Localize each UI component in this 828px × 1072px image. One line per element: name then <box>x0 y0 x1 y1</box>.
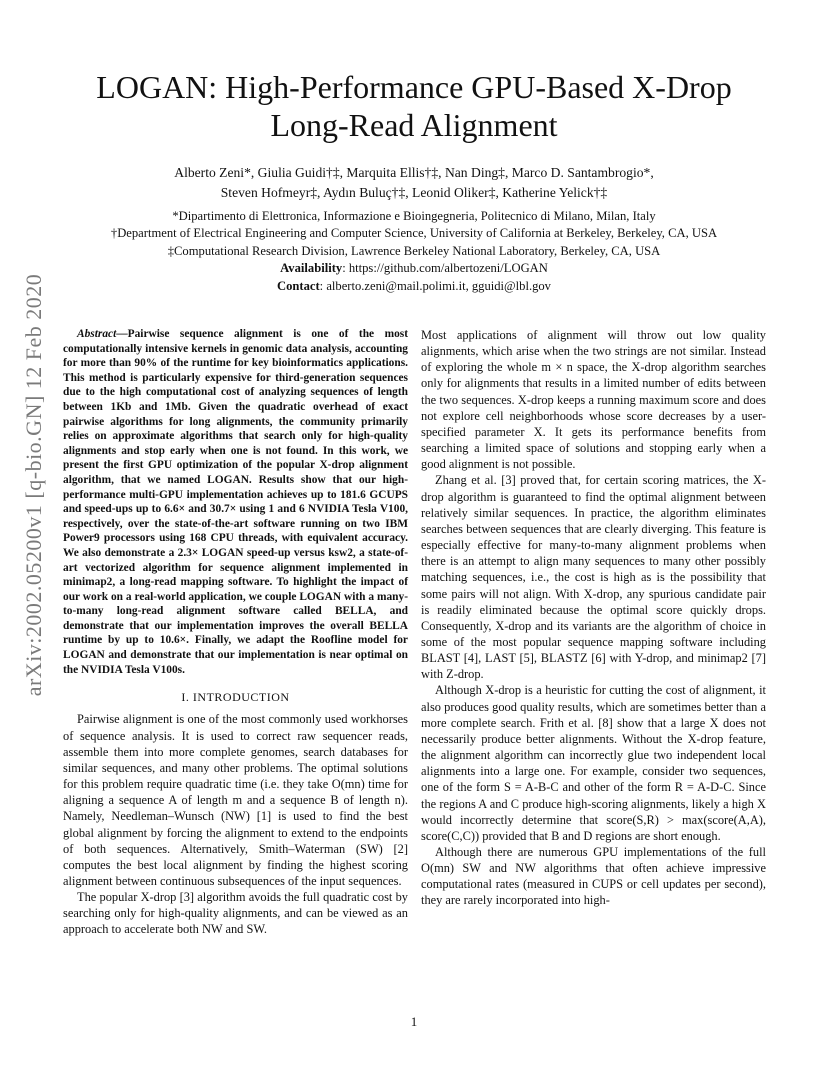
affiliations <box>60 208 768 295</box>
section-heading-introduction: I. INTRODUCTION <box>181 690 290 705</box>
left-column <box>63 327 408 938</box>
affiliation-berkeley-eecs: †Department of Electrical Engineering and Computer Science, University of California at Berkeley, Berkeley, CA, USA <box>110 226 718 241</box>
right-column <box>421 327 766 909</box>
right-paragraph-2: Zhang et al. [3] proved that, for certain scoring matrices, the X-drop algorithm is guaranteed to find the optimal alignment between relatively similar sequences. In practice, the algorithm eliminates searches between sequences that are clearly diverging. This feature is especially effective for many-to-many alignment problems when there is an attempt to align many sequences to many other possibly matching sequences, i.e., the cost is high as is the possibility that some pairs will not align. With X-drop, any spurious candidate pair is readily eliminated because the optimal score quickly drops. Consequently, X-drop and its variants are the algorithm of choice in some of the most popular sequence mapping software including BLAST [4], LAST [5], BLASTZ [6] with Y-drop, and minimap2 [7] with Z-drop. <box>421 473 766 682</box>
contact-emails[interactable]: : alberto.zeni@mail.polimi.it, gguidi@lbl.gov <box>319 278 551 293</box>
right-paragraph-1: Most applications of alignment will throw out low quality alignments, which arise when the two strings are not similar. Instead of exploring the whole m × n space, the X-drop algorithm searches only for alignments that results in a limited number of edits between the two sequences. X-drop keeps a running maximum score and does not explore cell neighborhoods whose score decreases by a user-specified parameter X. It gets its performance benefits from searching a limited space of solutions and stopping early when a good alignment is not possible. <box>421 328 766 472</box>
availability-label: Availability <box>280 261 343 276</box>
author-list <box>70 163 758 203</box>
title-line-1: LOGAN: High-Performance GPU-Based X-Drop <box>96 69 732 105</box>
page-number: 1 <box>410 1014 418 1029</box>
arxiv-identifier: arXiv:2002.05200v1 [q-bio.GN] 12 Feb 2020 <box>21 273 46 697</box>
contact-line <box>60 278 768 295</box>
availability-url[interactable]: : https://github.com/albertozeni/LOGAN <box>342 261 548 276</box>
authors-line-2: Steven Hofmeyr‡, Aydın Buluç†‡, Leonid Oliker‡, Katherine Yelick†‡ <box>220 185 608 200</box>
right-paragraph-4: Although there are numerous GPU implementations of the full O(mn) SW and NW algorithms that often achieve impressive computational rates (measured in CUPS or cell updates per second), they are rarely incorporated into high- <box>421 845 766 908</box>
abstract-text: —Pairwise sequence alignment is one of the most computationally intensive kernels in genomic data analysis, accounting for more than 90% of the runtime for key bioinformatics applications. This method is particularly expensive for third-generation sequences due to the high computational cost of analyzing sequences of length between 1Kb and 1Mb. Given the quadratic overhead of exact pairwise algorithms for long alignments, the community primarily relies on approximate algorithms that search only for high-quality alignments and stop early when one is not found. In this work, we present the first GPU optimization of the popular X-drop alignment algorithm, that we named LOGAN. Results show that our high-performance multi-GPU implementation achieves up to 181.6 GCUPS and speed-ups up to 6.6× and 30.7× using 1 and 6 NVIDIA Tesla V100, respectively, over the state-of-the-art software running on two IBM Power9 processors using 168 CPU threads, with equivalent accuracy. We also demonstrate a 2.3× LOGAN speed-up versus ksw2, a state-of-art vectorized algorithm for sequence alignment implemented in minimap2, a long-read mapping software. To highlight the impact of our work on a real-world application, we couple LOGAN with a many-to-many long-read alignment software called BELLA, and demonstrate that our implementation improves the overall BELLA runtime by up to 10.6×. Finally, we adapt the Roofline model for LOGAN and demonstrate that our implementation is near optimal on the NVIDIA Tesla V100s. <box>63 328 408 676</box>
contact-label: Contact <box>277 278 320 293</box>
affiliation-polimi: *Dipartimento di Elettronica, Informazione e Bioingegneria, Politecnico di Milano, Milan, Italy <box>172 209 656 223</box>
authors-line-1: Alberto Zeni*, Giulia Guidi†‡, Marquita Ellis†‡, Nan Ding‡, Marco D. Santambrogio*, <box>174 165 654 180</box>
arxiv-sidebar <box>14 260 54 710</box>
intro-paragraph-2: The popular X-drop [3] algorithm avoids the full quadratic cost by searching only for high-quality alignments, and can be viewed as an approach to accelerate both NW and SW. <box>63 890 408 937</box>
affiliation-lbnl: ‡Computational Research Division, Lawrence Berkeley National Laboratory, Berkeley, CA, USA <box>167 243 661 258</box>
intro-paragraph-1: Pairwise alignment is one of the most commonly used workhorses of sequence analysis. It is used to correct raw sequencer reads, assemble them into more complete genomes, search databases for similar sequences, and many other problems. The optimal solutions for this problem require quadratic time (i.e. they take O(mn) time for aligning a sequence A of length m and a sequence B of length n). Namely, Needleman–Wunsch (NW) [1] is used to find the best global alignment by forcing the alignment to extend to the endpoints of both sequences. Alternatively, Smith–Waterman (SW) [2] computes the best local alignment by finding the highest scoring alignment between continuous subsequences of the input sequences. <box>63 712 408 888</box>
paper-title <box>60 68 768 144</box>
availability-line <box>60 260 768 277</box>
title-line-2: Long-Read Alignment <box>270 107 558 143</box>
abstract-label: Abstract <box>77 328 117 340</box>
abstract <box>63 327 408 677</box>
right-paragraph-3: Although X-drop is a heuristic for cutting the cost of alignment, it also produces good quality results, which are sometimes better than a more complete search. Frith et al. [8] show that a large X does not necessarily produce better alignments. Without the X-drop feature, the alignment algorithm can incorrectly glue two independent local alignments into a large one. For example, consider two sequences, one of the form S = A-B-C and other of the form R = A-D-C. Since the regions A and C produce high-scoring alignments, likely a high X would incorrectly determine that score(S,R) > max(score(A,A), score(C,C)) provided that B and D regions are short enough. <box>421 683 766 843</box>
